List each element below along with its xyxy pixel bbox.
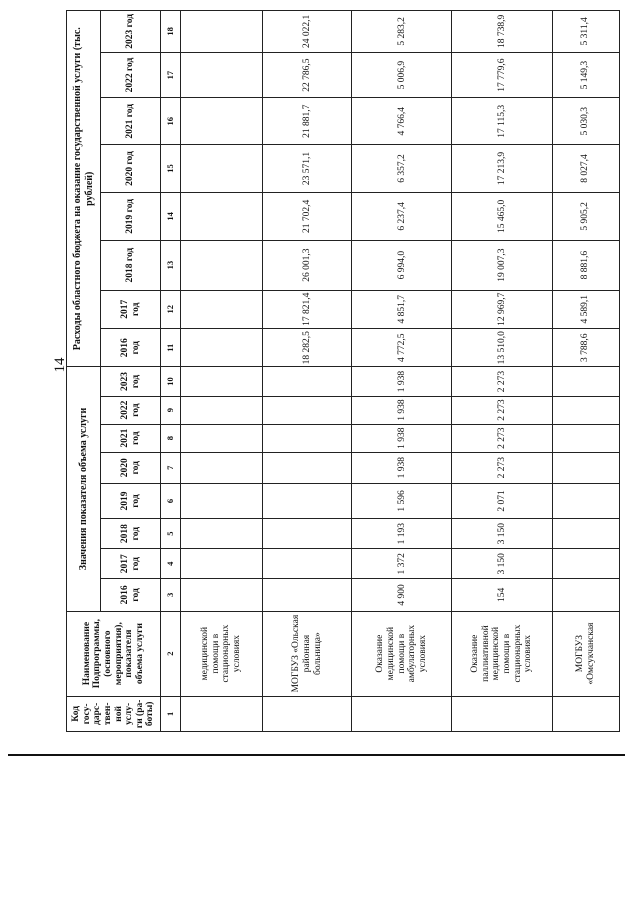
expense-value-cell: 4 851,7 xyxy=(352,290,452,328)
row-code-cell xyxy=(552,696,619,731)
expense-value-cell: 24 022,1 xyxy=(263,11,352,53)
volume-value-cell: 1 938 xyxy=(352,367,452,396)
expense-value-cell: 26 001,3 xyxy=(263,240,352,290)
header-expense-year: 2021 год xyxy=(101,98,161,145)
row-name-cell: Оказание паллиативной медицинской помощи в стационарных условиях xyxy=(452,611,552,696)
volume-value-cell xyxy=(263,452,352,483)
column-index-cell: 14 xyxy=(161,192,181,240)
column-index-cell: 15 xyxy=(161,145,181,193)
header-expense-year: 2019 год xyxy=(101,192,161,240)
volume-value-cell xyxy=(552,483,619,518)
volume-value-cell: 1 938 xyxy=(352,396,452,424)
row-code-cell xyxy=(452,696,552,731)
volume-value-cell: 1 596 xyxy=(352,483,452,518)
volume-value-cell xyxy=(552,396,619,424)
table-row xyxy=(352,11,452,732)
table-row xyxy=(180,11,263,732)
column-index-cell: 4 xyxy=(161,549,181,579)
expense-value-cell: 4 589,1 xyxy=(552,290,619,328)
column-index-cell: 11 xyxy=(161,328,181,366)
row-code-cell xyxy=(352,696,452,731)
expense-value-cell xyxy=(180,145,263,193)
volume-value-cell xyxy=(263,483,352,518)
row-name-cell: медицинской помощи в стационарных условиях xyxy=(180,611,263,696)
header-volume-year: 2020 год xyxy=(101,452,161,483)
rotated-table-container xyxy=(66,10,620,732)
volume-value-cell: 3 150 xyxy=(452,549,552,579)
header-expense-year: 2023 год xyxy=(101,11,161,53)
column-index-cell: 3 xyxy=(161,579,181,611)
expense-value-cell: 6 994,0 xyxy=(352,240,452,290)
page-number: 14 xyxy=(52,357,68,373)
volume-value-cell xyxy=(552,549,619,579)
volume-value-cell: 1 938 xyxy=(352,424,452,452)
expense-value-cell: 5 149,3 xyxy=(552,52,619,98)
volume-value-cell: 3 150 xyxy=(452,519,552,549)
column-index-cell: 12 xyxy=(161,290,181,328)
volume-value-cell xyxy=(263,396,352,424)
header-volume-year: 2021 год xyxy=(101,424,161,452)
header-volume-year: 2016 год xyxy=(101,579,161,611)
column-index-cell: 13 xyxy=(161,240,181,290)
expense-value-cell xyxy=(180,328,263,366)
expense-value-cell: 4 772,5 xyxy=(352,328,452,366)
volume-value-cell xyxy=(552,367,619,396)
row-name-cell: Оказание медицинской помощи в амбулаторных условиях xyxy=(352,611,452,696)
expense-value-cell: 5 311,4 xyxy=(552,11,619,53)
row-code-cell xyxy=(263,696,352,731)
header-volume-year: 2017 год xyxy=(101,549,161,579)
column-index-cell: 17 xyxy=(161,52,181,98)
expense-value-cell: 22 786,5 xyxy=(263,52,352,98)
volume-value-cell: 2 273 xyxy=(452,424,552,452)
volume-value-cell: 4 900 xyxy=(352,579,452,611)
header-expense-year: 2022 год xyxy=(101,52,161,98)
column-index-cell: 9 xyxy=(161,396,181,424)
expense-value-cell xyxy=(180,240,263,290)
budget-table xyxy=(66,10,620,732)
volume-value-cell: 2 273 xyxy=(452,396,552,424)
expense-value-cell xyxy=(180,11,263,53)
expense-value-cell: 17 115,3 xyxy=(452,98,552,145)
volume-value-cell xyxy=(552,452,619,483)
expense-value-cell: 17 213,9 xyxy=(452,145,552,193)
volume-value-cell xyxy=(180,367,263,396)
expense-value-cell: 19 007,3 xyxy=(452,240,552,290)
expense-value-cell xyxy=(180,52,263,98)
table-row xyxy=(263,11,352,732)
volume-value-cell xyxy=(180,424,263,452)
expense-value-cell: 12 969,7 xyxy=(452,290,552,328)
table-row xyxy=(452,11,552,732)
volume-value-cell xyxy=(263,424,352,452)
volume-value-cell: 2 273 xyxy=(452,452,552,483)
header-expense-year: 2018 год xyxy=(101,240,161,290)
header-volume-year: 2023 год xyxy=(101,367,161,396)
header-volume-group: Значения показателя объема услуги xyxy=(67,367,101,611)
volume-value-cell: 1 193 xyxy=(352,519,452,549)
expense-value-cell: 23 571,1 xyxy=(263,145,352,193)
volume-value-cell xyxy=(263,519,352,549)
expense-value-cell: 5 283,2 xyxy=(352,11,452,53)
volume-value-cell xyxy=(180,452,263,483)
expense-value-cell: 5 905,2 xyxy=(552,192,619,240)
volume-value-cell xyxy=(552,519,619,549)
column-index-cell: 18 xyxy=(161,11,181,53)
header-expense-group: Расходы областного бюджета на оказание государственной услуги (тыс. рублей) xyxy=(67,11,101,367)
column-index-cell: 6 xyxy=(161,483,181,518)
column-index-cell: 8 xyxy=(161,424,181,452)
expense-value-cell: 4 766,4 xyxy=(352,98,452,145)
expense-value-cell: 8 027,4 xyxy=(552,145,619,193)
expense-value-cell: 6 237,4 xyxy=(352,192,452,240)
expense-value-cell: 15 465,0 xyxy=(452,192,552,240)
column-index-row xyxy=(161,11,181,732)
volume-value-cell: 1 938 xyxy=(352,452,452,483)
table-frame xyxy=(66,10,620,732)
expense-value-cell: 8 881,6 xyxy=(552,240,619,290)
expense-value-cell: 17 779,6 xyxy=(452,52,552,98)
expense-value-cell: 21 881,7 xyxy=(263,98,352,145)
expense-value-cell xyxy=(180,290,263,328)
expense-value-cell: 18 738,9 xyxy=(452,11,552,53)
volume-value-cell: 2 273 xyxy=(452,367,552,396)
volume-value-cell xyxy=(263,549,352,579)
volume-value-cell xyxy=(180,519,263,549)
column-index-cell: 16 xyxy=(161,98,181,145)
volume-value-cell xyxy=(263,367,352,396)
header-volume-year: 2019 год xyxy=(101,483,161,518)
header-volume-year: 2018 год xyxy=(101,519,161,549)
expense-value-cell: 3 788,6 xyxy=(552,328,619,366)
volume-value-cell xyxy=(263,579,352,611)
row-name-cell: МОГБУЗ «Ольская районная больница» xyxy=(263,611,352,696)
expense-value-cell xyxy=(180,192,263,240)
page-separator-line xyxy=(8,754,625,756)
row-code-cell xyxy=(180,696,263,731)
volume-value-cell xyxy=(180,549,263,579)
volume-value-cell: 1 372 xyxy=(352,549,452,579)
header-name: Наименование Подпрограммы, (основного мероприятия), показателя объема услуги xyxy=(67,611,161,696)
expense-value-cell: 17 821,4 xyxy=(263,290,352,328)
volume-value-cell xyxy=(552,424,619,452)
expense-value-cell xyxy=(180,98,263,145)
expense-value-cell: 5 006,9 xyxy=(352,52,452,98)
volume-value-cell xyxy=(180,396,263,424)
header-volume-year: 2022 год xyxy=(101,396,161,424)
volume-value-cell xyxy=(552,579,619,611)
expense-value-cell: 6 357,2 xyxy=(352,145,452,193)
volume-value-cell xyxy=(180,579,263,611)
column-index-cell: 10 xyxy=(161,367,181,396)
column-index-cell: 7 xyxy=(161,452,181,483)
volume-value-cell xyxy=(180,483,263,518)
header-expense-year: 2016 год xyxy=(101,328,161,366)
column-index-cell: 2 xyxy=(161,611,181,696)
row-name-cell: МОГБУЗ «Омсукчанская xyxy=(552,611,619,696)
expense-value-cell: 13 510,0 xyxy=(452,328,552,366)
header-code: Код госу-дарс-твен-ной услу-ги (ра-боты) xyxy=(67,696,161,731)
expense-value-cell: 5 030,3 xyxy=(552,98,619,145)
table-row xyxy=(552,11,619,732)
expense-value-cell: 21 702,4 xyxy=(263,192,352,240)
column-index-cell: 1 xyxy=(161,696,181,731)
column-index-cell: 5 xyxy=(161,519,181,549)
volume-value-cell: 154 xyxy=(452,579,552,611)
expense-value-cell: 18 282,5 xyxy=(263,328,352,366)
header-expense-year: 2020 год xyxy=(101,145,161,193)
header-expense-year: 2017 год xyxy=(101,290,161,328)
volume-value-cell: 2 071 xyxy=(452,483,552,518)
